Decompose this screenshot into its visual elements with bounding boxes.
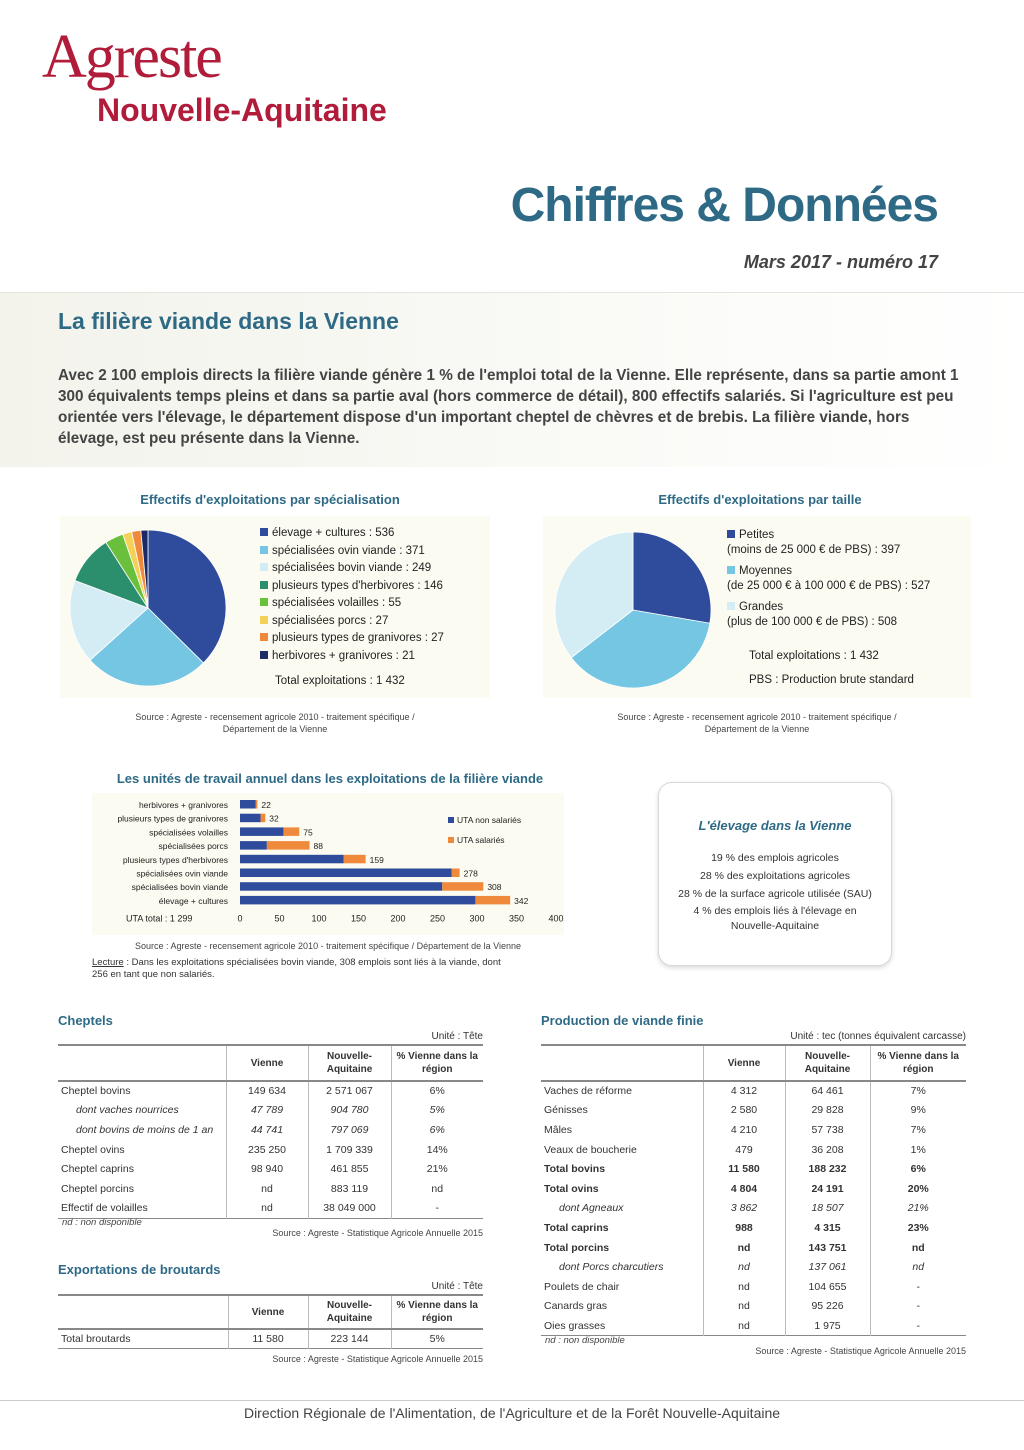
reading-text: : Dans les exploitations spécialisées bovin viande, 308 emplois sont liés à la viande, dont bbox=[123, 957, 501, 968]
legend-label: Petites bbox=[739, 529, 775, 541]
bar-segment bbox=[283, 827, 299, 836]
bar-total-label: 22 bbox=[261, 800, 271, 810]
x-tick-label: 0 bbox=[237, 913, 243, 924]
legend-swatch bbox=[260, 616, 268, 624]
table-cell: 47 789 bbox=[226, 1101, 308, 1121]
table-cell: nd bbox=[703, 1257, 785, 1277]
table-cell: Total broutards bbox=[61, 1333, 131, 1346]
x-tick-label: 50 bbox=[274, 913, 285, 924]
table-cell: Génisses bbox=[544, 1104, 588, 1117]
bar-category-label: spécialisées bovin viande bbox=[131, 882, 228, 893]
table-cell: Total porcins bbox=[544, 1241, 610, 1254]
table-cell: Oies grasses bbox=[544, 1319, 606, 1332]
bar-total-label: 342 bbox=[514, 895, 529, 906]
table-cell: - bbox=[391, 1199, 483, 1219]
elevage-line: 19 % des emplois agricoles bbox=[711, 852, 839, 864]
table-cell: Mâles bbox=[544, 1123, 573, 1136]
legend-sublabel: (moins de 25 000 € de PBS) : 397 bbox=[727, 544, 901, 556]
pie1-chart bbox=[60, 516, 240, 698]
table-cell: 4 312 bbox=[703, 1081, 785, 1101]
table-cell: 223 144 bbox=[308, 1329, 391, 1349]
table-cell: 9% bbox=[870, 1101, 966, 1121]
table-cell: Total ovins bbox=[544, 1182, 599, 1195]
legend-item bbox=[260, 578, 485, 596]
pie1-source-line2: Département de la Vienne bbox=[222, 724, 328, 734]
table-cell: nd bbox=[391, 1179, 483, 1199]
table-cell: nd bbox=[703, 1297, 785, 1317]
table-cell: Total caprins bbox=[544, 1221, 609, 1234]
table-cell: 6% bbox=[870, 1159, 966, 1179]
pie1-panel bbox=[60, 516, 490, 698]
legend-label: spécialisées bovin viande : 249 bbox=[272, 562, 432, 574]
col-header: Nouvelle-Aquitaine bbox=[308, 1295, 391, 1329]
table-cell: - bbox=[870, 1277, 966, 1297]
table-cell: 14% bbox=[391, 1140, 483, 1160]
legend-label: spécialisées porcs : 27 bbox=[272, 614, 389, 627]
broutards-unit: Unité : Tête bbox=[431, 1281, 483, 1292]
table-cell: nd bbox=[703, 1238, 785, 1258]
legend-swatch bbox=[727, 566, 735, 574]
x-tick-label: 300 bbox=[469, 913, 485, 924]
table-cell: 1% bbox=[870, 1140, 966, 1160]
col-header: % Vienne dans la région bbox=[391, 1045, 483, 1081]
article-title: La filière viande dans la Vienne bbox=[58, 308, 399, 334]
table-cell: 20% bbox=[870, 1179, 966, 1199]
table-cell: 883 119 bbox=[308, 1179, 391, 1199]
broutards-table bbox=[58, 1294, 483, 1349]
table-row bbox=[541, 1101, 966, 1121]
table-row bbox=[541, 1257, 966, 1277]
table-cell: 3 862 bbox=[703, 1199, 785, 1219]
table-cell: 104 655 bbox=[785, 1277, 870, 1297]
table-cell: 1 975 bbox=[785, 1316, 870, 1336]
bar-category-label: herbivores + granivores bbox=[138, 800, 228, 810]
table-cell: 904 780 bbox=[308, 1101, 391, 1121]
legend-swatch bbox=[727, 602, 735, 610]
legend-swatch bbox=[260, 581, 268, 589]
table-cell: 5% bbox=[391, 1101, 483, 1121]
bar-legend-swatch bbox=[448, 837, 454, 843]
table-cell: Cheptel bovins bbox=[61, 1085, 131, 1098]
elevage-line: Nouvelle-Aquitaine bbox=[730, 920, 820, 932]
legend-label: plusieurs types d'herbivores : 146 bbox=[272, 579, 443, 592]
x-tick-label: 350 bbox=[508, 913, 525, 924]
collection-title: Chiffres & Données bbox=[510, 179, 938, 232]
pie2-legend bbox=[727, 528, 967, 636]
table-cell: 98 940 bbox=[226, 1159, 308, 1179]
table-cell: 149 634 bbox=[226, 1081, 308, 1101]
cheptels-note: nd : non disponible bbox=[62, 1217, 142, 1228]
elevage-line: 4 % des emplois liés à l'élevage en bbox=[693, 905, 857, 917]
col-header bbox=[541, 1045, 703, 1081]
table-cell: 2 580 bbox=[703, 1101, 785, 1121]
table-row bbox=[541, 1316, 966, 1336]
legend-item bbox=[260, 595, 485, 613]
legend-swatch bbox=[260, 651, 268, 659]
legend-label: Grandes bbox=[739, 601, 784, 613]
pie2-panel bbox=[543, 516, 971, 698]
table-cell: dont Agneaux bbox=[559, 1202, 624, 1215]
table-cell: 23% bbox=[870, 1218, 966, 1238]
table-cell: 36 208 bbox=[785, 1140, 870, 1160]
legend-swatch bbox=[260, 563, 268, 571]
legend-item bbox=[260, 648, 485, 666]
bar-segment bbox=[240, 841, 267, 850]
table-cell: 461 855 bbox=[308, 1159, 391, 1179]
col-header: % Vienne dans la région bbox=[391, 1295, 483, 1329]
table-cell: 6% bbox=[391, 1120, 483, 1140]
table-cell: Veaux de boucherie bbox=[544, 1143, 637, 1156]
production-note: nd : non disponible bbox=[545, 1335, 625, 1346]
table-cell: 24 191 bbox=[785, 1179, 870, 1199]
table-cell: nd bbox=[703, 1277, 785, 1297]
article-intro: Avec 2 100 emplois directs la filière viande génère 1 % de l'emploi total de la Vienne. Elle représente, dans sa partie amont 1 300 équivalents temps pleins et dans sa partie aval (hors commerce de détail), 800 effectifs salariés. Si l'agriculture est peu orientée vers l'élevage, le département dispose d'un important cheptel de chèvres et de brebis. La filière viande, hors élevage, est peu présente dans la Vienne. bbox=[58, 367, 959, 447]
pie1-source-line1: Source : Agreste - recensement agricole 2010 - traitement spécifique / bbox=[135, 712, 415, 722]
bar-total-label: 159 bbox=[369, 854, 384, 865]
legend-swatch bbox=[260, 528, 268, 536]
bar-title: Les unités de travail annuel dans les exploitations de la filière viande bbox=[116, 771, 544, 786]
bar-total-label: 278 bbox=[463, 868, 478, 879]
broutards-source: Source : Agreste - Statistique Agricole Annuelle 2015 bbox=[272, 1354, 483, 1364]
table-cell: 21% bbox=[870, 1199, 966, 1219]
table-cell: dont vaches nourrices bbox=[76, 1104, 179, 1117]
production-source: Source : Agreste - Statistique Agricole Annuelle 2015 bbox=[755, 1346, 966, 1356]
bar-category-label: plusieurs types d'herbivores bbox=[122, 854, 228, 865]
bar-segment bbox=[442, 882, 483, 891]
table-cell: 57 738 bbox=[785, 1120, 870, 1140]
bar-total-label: 88 bbox=[313, 841, 323, 852]
pie1-source bbox=[60, 711, 490, 735]
table-cell: 95 226 bbox=[785, 1297, 870, 1317]
pie2-source-line2: Département de la Vienne bbox=[704, 724, 810, 734]
table-cell: 21% bbox=[391, 1159, 483, 1179]
col-header: Vienne bbox=[228, 1295, 308, 1329]
legend-item bbox=[260, 613, 485, 631]
table-row bbox=[58, 1081, 483, 1101]
table-cell: 4 210 bbox=[703, 1120, 785, 1140]
table-cell: 235 250 bbox=[226, 1140, 308, 1160]
bar-segment bbox=[452, 869, 460, 878]
col-header: % Vienne dans la région bbox=[870, 1045, 966, 1081]
bar-category-label: spécialisées volailles bbox=[149, 827, 228, 838]
bar-segment bbox=[475, 896, 510, 905]
x-tick-label: 150 bbox=[350, 913, 367, 924]
legend-item bbox=[727, 528, 967, 558]
bar-legend-label: UTA non salariés bbox=[457, 815, 522, 825]
bar-total-label: 308 bbox=[487, 882, 502, 893]
col-header bbox=[58, 1045, 226, 1081]
table-row bbox=[541, 1120, 966, 1140]
elevage-line: 28 % de la surface agricole utilisée (SAU) bbox=[678, 888, 872, 900]
table-cell: - bbox=[870, 1297, 966, 1317]
bar-category-label: plusieurs types de granivores bbox=[117, 813, 228, 824]
legend-item bbox=[260, 560, 485, 578]
pie2-pbs-note: PBS : Production brute standard bbox=[749, 674, 914, 686]
table-cell: Total bovins bbox=[544, 1163, 606, 1176]
table-cell: 4 804 bbox=[703, 1179, 785, 1199]
table-row bbox=[58, 1120, 483, 1140]
table-cell: 64 461 bbox=[785, 1081, 870, 1101]
legend-item bbox=[260, 543, 485, 561]
bar-segment bbox=[240, 827, 283, 836]
table-cell: 1 709 339 bbox=[308, 1140, 391, 1160]
bar-segment bbox=[240, 869, 452, 878]
cheptels-title: Cheptels bbox=[58, 1013, 113, 1028]
legend-label: spécialisées volailles : 55 bbox=[272, 597, 402, 609]
table-cell: Canards gras bbox=[544, 1300, 608, 1313]
bar-total-label: 75 bbox=[303, 827, 313, 838]
table-row bbox=[541, 1277, 966, 1297]
table-cell: Cheptel porcins bbox=[61, 1182, 134, 1195]
footer-text: Direction Régionale de l'Alimentation, de l'Agriculture et de la Forêt Nouvelle-Aquitaine bbox=[243, 1405, 781, 1421]
elevage-box-title: L'élevage dans la Vienne bbox=[698, 818, 852, 833]
table-row bbox=[541, 1179, 966, 1199]
table-row bbox=[58, 1179, 483, 1199]
table-cell: dont Porcs charcutiers bbox=[559, 1261, 664, 1274]
legend-swatch bbox=[727, 530, 735, 538]
table-cell: 479 bbox=[703, 1140, 785, 1160]
table-cell: 6% bbox=[391, 1081, 483, 1101]
issue-date: Mars 2017 - numéro 17 bbox=[743, 252, 938, 272]
table-cell: 4 315 bbox=[785, 1218, 870, 1238]
pie2-chart bbox=[543, 516, 723, 698]
legend-item bbox=[727, 600, 967, 630]
legend-label: spécialisées ovin viande : 371 bbox=[272, 544, 425, 557]
pie1-legend bbox=[260, 525, 485, 665]
production-table bbox=[541, 1044, 966, 1336]
brand-logo: Agreste bbox=[42, 23, 221, 91]
x-tick-label: 250 bbox=[429, 913, 446, 924]
table-row bbox=[541, 1218, 966, 1238]
table-row bbox=[58, 1159, 483, 1179]
col-header: Nouvelle-Aquitaine bbox=[785, 1045, 870, 1081]
bar-segment bbox=[240, 896, 475, 905]
brand-region: Nouvelle-Aquitaine bbox=[97, 92, 387, 128]
table-cell: Cheptel ovins bbox=[61, 1143, 125, 1156]
elevage-line: 28 % des exploitations agricoles bbox=[699, 870, 850, 882]
table-cell: 143 751 bbox=[785, 1238, 870, 1258]
pie-slice bbox=[633, 532, 711, 623]
legend-label: Moyennes bbox=[739, 565, 793, 577]
table-cell: 7% bbox=[870, 1120, 966, 1140]
production-unit: Unité : tec (tonnes équivalent carcasse) bbox=[790, 1031, 966, 1042]
x-tick-label: 200 bbox=[390, 913, 406, 924]
cheptels-table bbox=[58, 1044, 483, 1219]
bar-legend-label: UTA salariés bbox=[457, 835, 505, 845]
broutards-body bbox=[58, 1329, 483, 1349]
table-cell: dont bovins de moins de 1 an bbox=[76, 1123, 214, 1136]
bar-segment bbox=[267, 841, 310, 850]
bar-segment bbox=[256, 800, 258, 809]
x-tick-label: 400 bbox=[548, 913, 564, 924]
pie2-total: Total exploitations : 1 432 bbox=[749, 650, 879, 662]
bar-segment bbox=[240, 800, 256, 809]
pie1-title: Effectifs d'exploitations par spécialisation bbox=[140, 492, 400, 507]
bar-category-label: élevage + cultures bbox=[158, 895, 228, 906]
cheptels-source: Source : Agreste - Statistique Agricole Annuelle 2015 bbox=[272, 1228, 483, 1238]
table-cell: 11 580 bbox=[228, 1329, 308, 1349]
bar-source: Source : Agreste - recensement agricole 2010 - traitement spécifique / Département de la Vienne bbox=[134, 941, 522, 951]
table-cell: nd bbox=[226, 1179, 308, 1199]
table-cell: nd bbox=[226, 1199, 308, 1219]
table-cell: 29 828 bbox=[785, 1101, 870, 1121]
pie2-title: Effectifs d'exploitations par taille bbox=[658, 492, 862, 507]
table-row bbox=[541, 1140, 966, 1160]
table-cell: nd bbox=[870, 1257, 966, 1277]
table-cell: 44 741 bbox=[226, 1120, 308, 1140]
bar-reading-note bbox=[92, 957, 572, 981]
table-cell: 188 232 bbox=[785, 1159, 870, 1179]
pie2-source bbox=[543, 711, 971, 735]
legend-item bbox=[260, 630, 485, 648]
footer-divider bbox=[0, 1400, 1024, 1401]
table-cell: Effectif de volailles bbox=[61, 1202, 148, 1215]
table-cell: 797 069 bbox=[308, 1120, 391, 1140]
table-row bbox=[541, 1199, 966, 1219]
table-cell: 18 507 bbox=[785, 1199, 870, 1219]
table-cell: 137 061 bbox=[785, 1257, 870, 1277]
table-cell: Cheptel caprins bbox=[61, 1163, 134, 1176]
bar-category-label: spécialisées porcs bbox=[158, 841, 228, 852]
cheptels-unit: Unité : Tête bbox=[431, 1031, 483, 1042]
bar-segment bbox=[240, 882, 442, 891]
legend-swatch bbox=[260, 546, 268, 554]
table-cell: Vaches de réforme bbox=[544, 1085, 632, 1098]
legend-label: élevage + cultures : 536 bbox=[272, 527, 395, 539]
table-cell: 11 580 bbox=[703, 1159, 785, 1179]
col-header bbox=[58, 1295, 228, 1329]
table-cell: - bbox=[870, 1316, 966, 1336]
bar-segment bbox=[261, 814, 266, 823]
bar-segment bbox=[240, 814, 261, 823]
table-cell: 7% bbox=[870, 1081, 966, 1101]
table-cell: 988 bbox=[703, 1218, 785, 1238]
legend-label: plusieurs types de granivores : 27 bbox=[272, 632, 444, 644]
table-row bbox=[58, 1199, 483, 1219]
pie1-total: Total exploitations : 1 432 bbox=[275, 675, 405, 687]
bar-panel bbox=[92, 793, 564, 935]
table-cell: nd bbox=[703, 1316, 785, 1336]
table-cell: Poulets de chair bbox=[544, 1280, 620, 1293]
legend-sublabel: (de 25 000 € à 100 000 € de PBS) : 527 bbox=[727, 580, 931, 592]
reading-text-2: 256 en tant que non salariés. bbox=[92, 969, 215, 980]
table-row bbox=[541, 1081, 966, 1101]
table-row bbox=[541, 1238, 966, 1258]
table-cell: nd bbox=[870, 1238, 966, 1258]
bar-category-label: spécialisées ovin viande bbox=[136, 868, 228, 879]
x-tick-label: 100 bbox=[311, 913, 327, 924]
col-header: Vienne bbox=[703, 1045, 785, 1081]
col-header: Vienne bbox=[226, 1045, 308, 1081]
table-row bbox=[58, 1329, 483, 1349]
reading-label: Lecture bbox=[92, 957, 124, 968]
pie2-source-line1: Source : Agreste - recensement agricole 2010 - traitement spécifique / bbox=[617, 712, 897, 722]
bar-segment bbox=[343, 855, 365, 864]
table-row bbox=[58, 1101, 483, 1121]
legend-item bbox=[260, 525, 485, 543]
table-cell: 2 571 067 bbox=[308, 1081, 391, 1101]
production-body bbox=[541, 1081, 966, 1336]
uta-total-label: UTA total : 1 299 bbox=[126, 913, 193, 924]
bar-chart bbox=[92, 793, 564, 935]
legend-swatch bbox=[260, 598, 268, 606]
table-row bbox=[541, 1159, 966, 1179]
bar-total-label: 32 bbox=[269, 813, 279, 824]
cheptels-body bbox=[58, 1081, 483, 1218]
bar-segment bbox=[240, 855, 343, 864]
col-header: Nouvelle-Aquitaine bbox=[308, 1045, 391, 1081]
legend-swatch bbox=[260, 633, 268, 641]
table-row bbox=[541, 1297, 966, 1317]
legend-sublabel: (plus de 100 000 € de PBS) : 508 bbox=[727, 616, 898, 628]
table-cell: 38 049 000 bbox=[308, 1199, 391, 1219]
broutards-title: Exportations de broutards bbox=[58, 1262, 221, 1277]
table-cell: 5% bbox=[391, 1329, 483, 1349]
legend-item bbox=[727, 564, 967, 594]
elevage-box bbox=[658, 782, 892, 966]
table-row bbox=[58, 1140, 483, 1160]
production-title: Production de viande finie bbox=[541, 1013, 704, 1028]
legend-label: herbivores + granivores : 21 bbox=[272, 649, 415, 662]
bar-legend-swatch bbox=[448, 817, 454, 823]
